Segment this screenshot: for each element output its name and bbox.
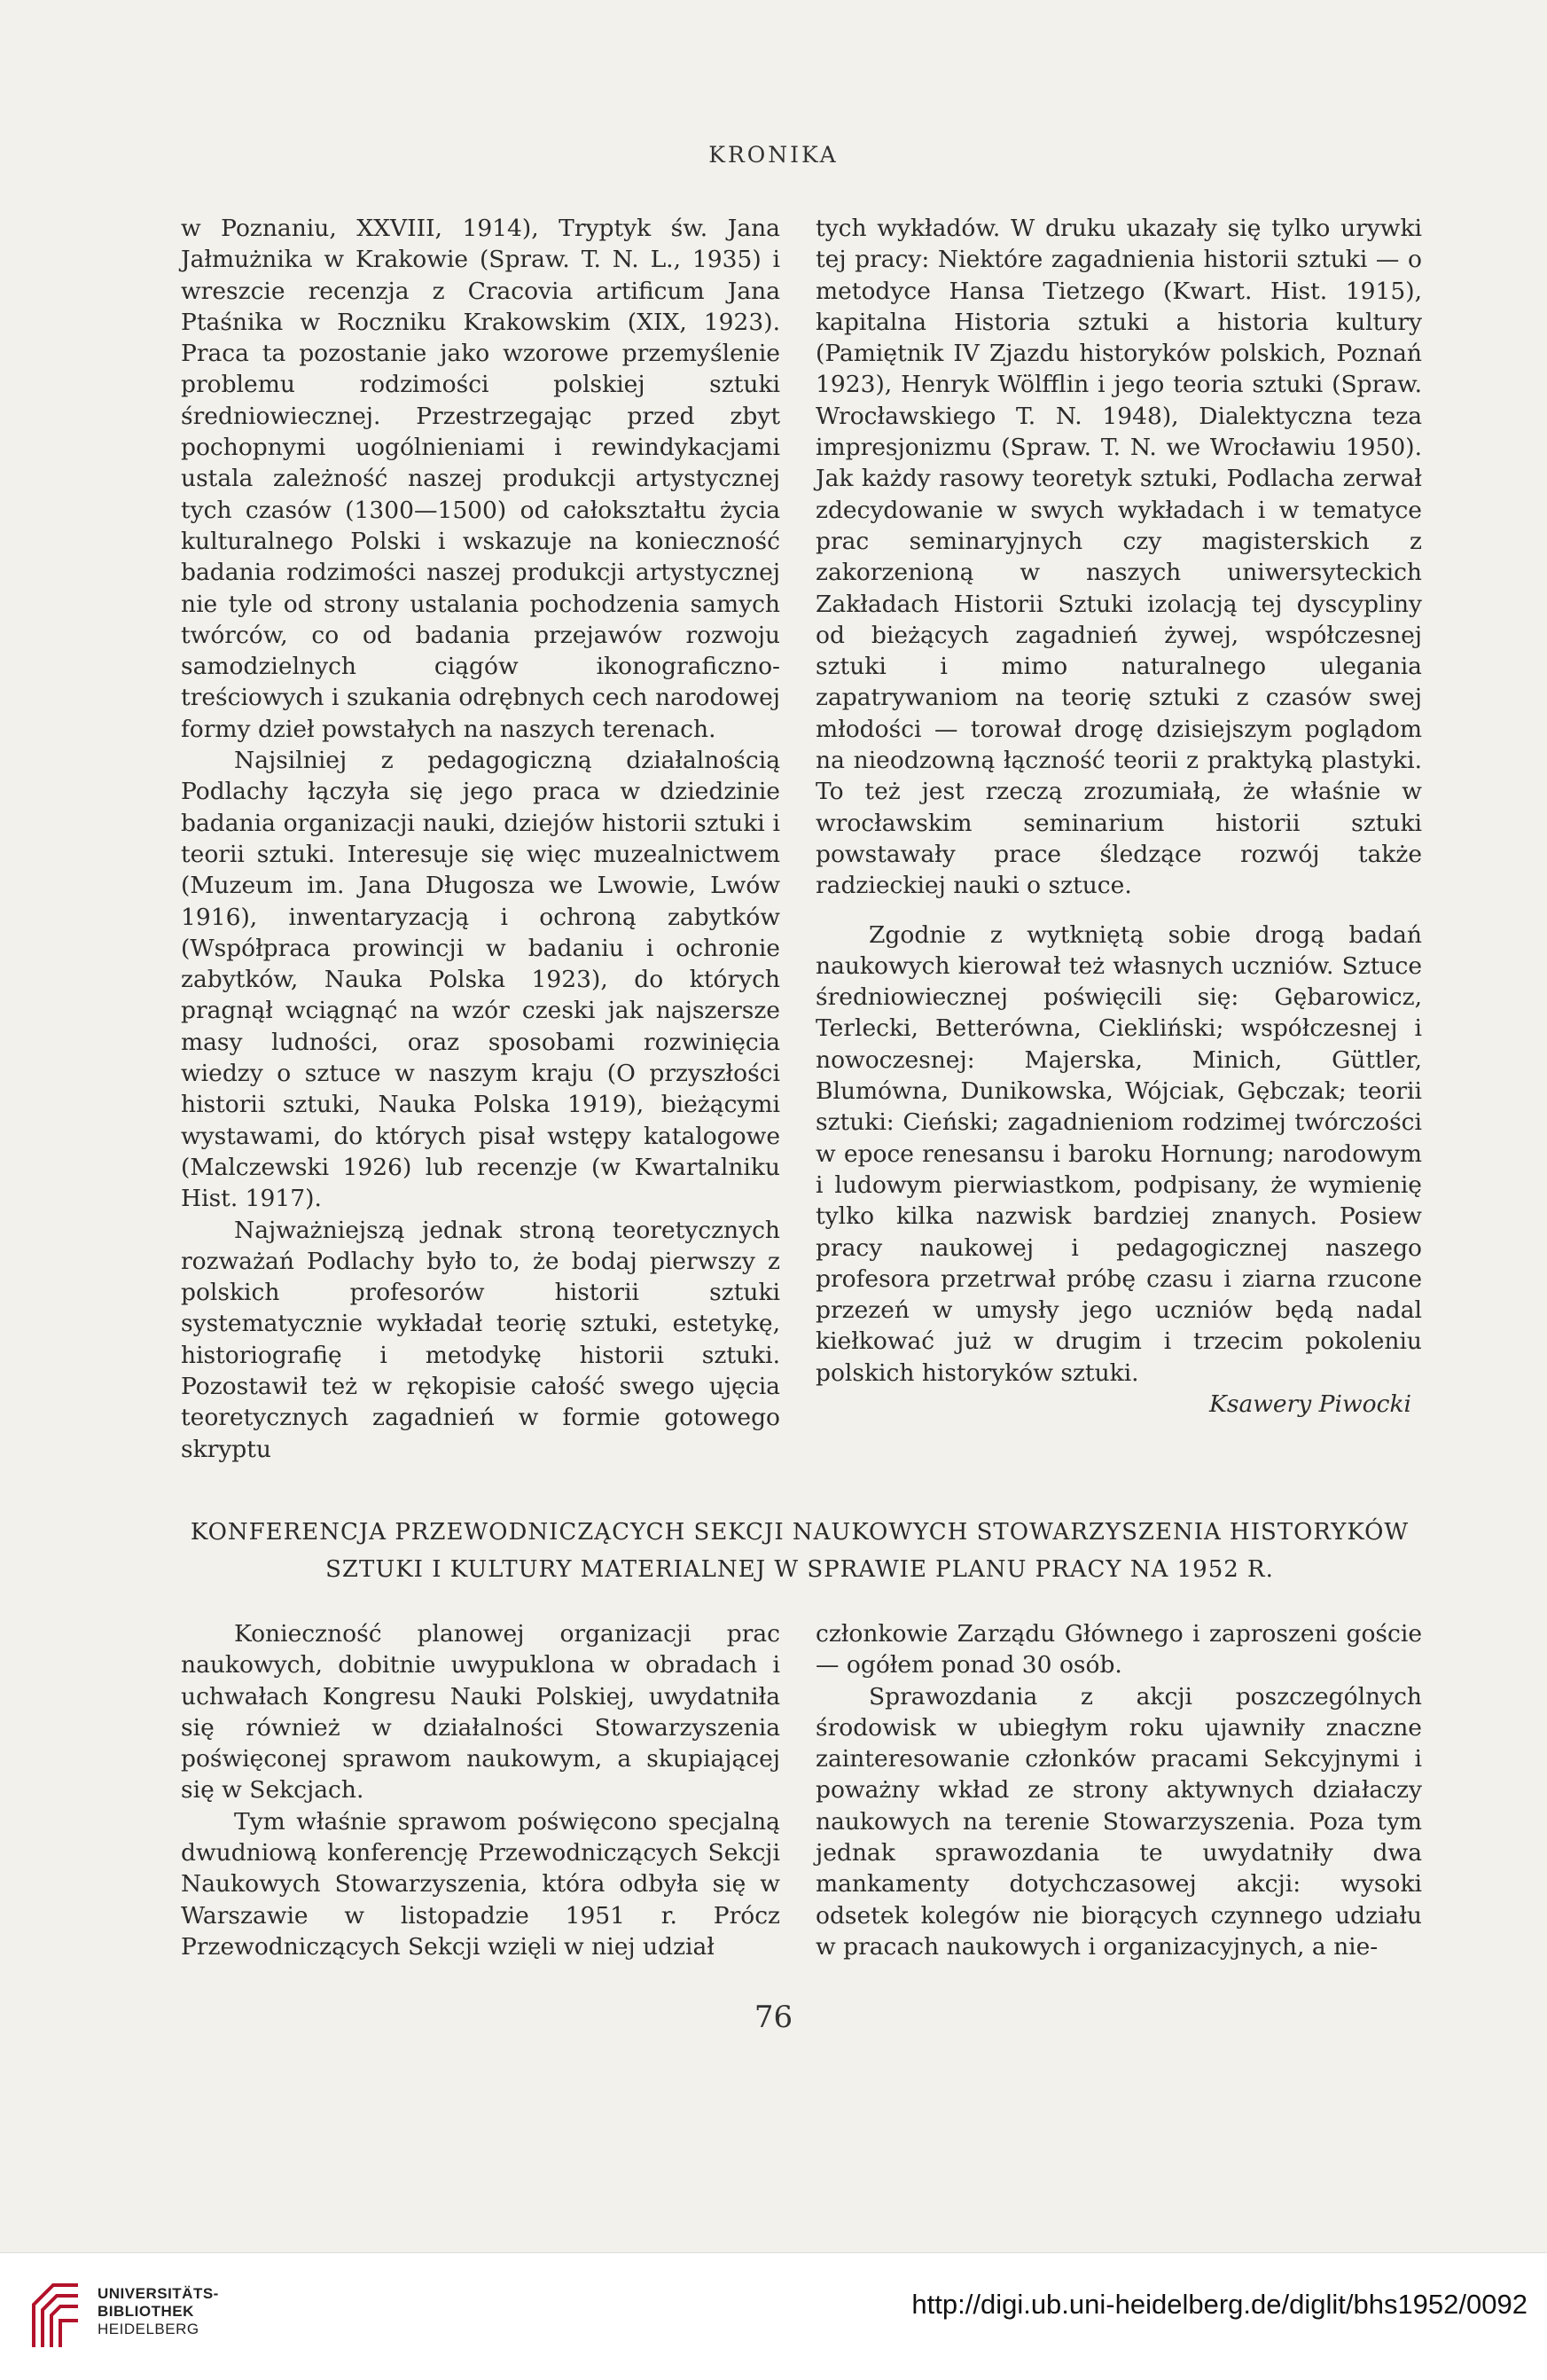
- paragraph: Tym właśnie sprawom poświęcono specjalną dwudniową konferencję Przewodniczących Sekcji Naukowych Stowarzyszenia, która odbyła się w Warszawie w listopadzie 1951 r. Prócz Przewodniczących Sekcji wzięli w niej udział: [181, 1807, 780, 1961]
- author-signature: Ksawery Piwocki: [1209, 1390, 1411, 1418]
- logo-line: UNIVERSITÄTS-: [98, 2285, 219, 2302]
- lower-right-column: [816, 1618, 1422, 1962]
- paragraph: tych wykładów. W druku ukazały się tylko urywki tej pracy: Niektóre zagadnienia historii sztuki — o metodyce Hansa Tietzego (Kwart. Hist. 1915), kapitalna Historia sztuki a historia kultury (Pamiętnik IV Zjazdu historyków polskich, Poznań 1923), Henryk Wölfflin i jego teoria sztuki (Spraw. Wrocławskiego T. N. 1948), Dialektyczna teza impresjonizmu (Spraw. T. N. we Wrocławiu 1950). Jak każdy rasowy teoretyk sztuki, Podlacha zerwał zdecydowanie w swych wykładach i w tematyce prac seminaryjnych czy magisterskich z zakorzenioną w naszych uniwersyteckich Zakładach Historii Sztuki izolacją tej dyscypliny od bieżących zagadnień żywej, współczesnej sztuki i mimo naturalnego ulegania zapatrywaniom na teorię sztuki z czasów swej młodości — torował drogę dzisiejszym poglądom na nieodzowną łączność teorii z praktyką plastyki. To też jest rzeczą zrozumiałą, że właśnie w wrocławskim seminarium historii sztuki powstawały prace śledzące rozwój także radzieckiej nauki o sztuce.: [816, 215, 1422, 900]
- running-header: KRONIKA: [708, 142, 839, 168]
- digitization-footer: [0, 2252, 1547, 2380]
- section-heading: [174, 1514, 1426, 1588]
- paragraph: Najsilniej z pedagogiczną działalnością Podlachy łączyła się jego praca w dziedzinie badania organizacji nauki, dziejów historii sztuki i teorii sztuki. Interesuje się więc muzealnictwem (Muzeum im. Jana Długosza we Lwowie, Lwów 1916), inwentaryzacją i ochroną zabytków (Współpraca prowincji w badaniu i ochronie zabytków, Nauka Polska 1923), do których pragnął wciągnąć na wzór czeski jak najszersze masy ludności, oraz sposobami rozwinięcia wiedzy o sztuce w naszym kraju (O przyszłości historii sztuki, Nauka Polska 1919), bieżącymi wystawami, do których pisał wstępy katalogowe (Malczewski 1926) lub recenzje (w Kwartalniku Hist. 1917).: [181, 747, 780, 1213]
- section-heading-line: KONFERENCJA PRZEWODNICZĄCYCH SEKCJI NAUKOWYCH STOWARZYSZENIA HISTORYKÓW: [190, 1519, 1410, 1546]
- library-logo-text: [98, 2285, 219, 2338]
- upper-left-column: [181, 213, 780, 1465]
- logo-line: BIBLIOTHEK: [98, 2303, 194, 2320]
- paragraph: Konieczność planowej organizacji prac naukowych, dobitnie uwypuklona w obradach i uchwałach Kongresu Nauki Polskiej, uwydatniła się również w działalności Stowarzyszenia poświęconej sprawom naukowym, a skupiającej się w Sekcjach.: [181, 1620, 780, 1805]
- paragraph: członkowie Zarządu Głównego i zaproszeni goście — ogółem ponad 30 osób.: [816, 1620, 1422, 1679]
- library-logo[interactable]: [27, 2278, 319, 2358]
- source-url-link[interactable]: http://digi.ub.uni-heidelberg.de/diglit/bhs1952/0092: [911, 2289, 1527, 2320]
- paragraph: Zgodnie z wytkniętą sobie drogą badań naukowych kierował też własnych uczniów. Sztuce średniowiecznej poświęcili się: Gębarowicz, Terlecki, Betterówna, Ciekliński; współczesnej i nowoczesnej: Majerska, Minich, Güttler, Blumówna, Dunikowska, Wójciak, Gębczak; teorii sztuki: Cieński; zagadnieniom rodzimej twórczości w epoce renesansu i baroku Hornung; narodowym i ludowym pierwiastkom, podpisany, że wymienię tylko kilka nazwisk bardziej znanych. Posiew pracy naukowej i pedagogicznej naszego profesora przetrwał próbę czasu i ziarna rzucone przezeń w umysły jego uczniów będą nadal kiełkować już w drugim i trzecim pokoleniu polskich historyków sztuki.: [816, 920, 1422, 1387]
- upper-right-column: [816, 213, 1422, 1420]
- paragraph: w Poznaniu, XXVIII, 1914), Tryptyk św. Jana Jałmużnika w Krakowie (Spraw. T. N. L., 1935) i wreszcie recenzja z Cracovia artificum Jana Ptaśnika w Roczniku Krakowskim (XIX, 1923). Praca ta pozostanie jako wzorowe przemyślenie problemu rodzimości polskiej sztuki średniowiecznej. Przestrzegając przed zbyt pochopnymi uogólnieniami i rewindykacjami ustala zależność naszej produkcji artystycznej tych czasów (1300—1500) od całokształtu życia kulturalnego Polski i wskazuje na konieczność badania rodzimości naszej produkcji artystycznej nie tyle od strony ustalania pochodzenia samych twórców, co od badania przejawów rozwoju samodzielnych ciągów ikonograficzno-treściowych i szukania odrębnych cech narodowej formy dzieł powstałych na naszych terenach.: [181, 215, 780, 743]
- section-heading-line: SZTUKI I KULTURY MATERIALNEJ W SPRAWIE PLANU PRACY NA 1952 R.: [325, 1556, 1274, 1583]
- lower-left-column: [181, 1618, 780, 1962]
- logo-line: HEIDELBERG: [98, 2321, 199, 2337]
- paragraph: Najważniejszą jednak stroną teoretycznych rozważań Podlachy było to, że bodaj pierwszy z polskich profesorów historii sztuki systematycznie wykładał teorię sztuki, estetykę, historiografię i metodykę historii sztuki. Pozostawił też w rękopisie całość swego ujęcia teoretycznych zagadnień w formie gotowego skryptu: [181, 1216, 780, 1463]
- page-number: 76: [754, 2000, 793, 2035]
- paragraph-spacer: [816, 902, 1422, 920]
- library-logo-icon: [27, 2278, 85, 2351]
- paragraph: Sprawozdania z akcji poszczególnych środowisk w ubiegłym roku ujawniły znaczne zainteresowanie członków pracami Sekcyjnymi i poważny wkład ze strony aktywnych działaczy naukowych na terenie Stowarzyszenia. Poza tym jednak sprawozdania te uwydatniły dwa mankamenty dotychczasowej akcji: wysoki odsetek kolegów nie biorących czynnego udziału w pracach naukowych i organizacyjnych, a nie-: [816, 1682, 1422, 1961]
